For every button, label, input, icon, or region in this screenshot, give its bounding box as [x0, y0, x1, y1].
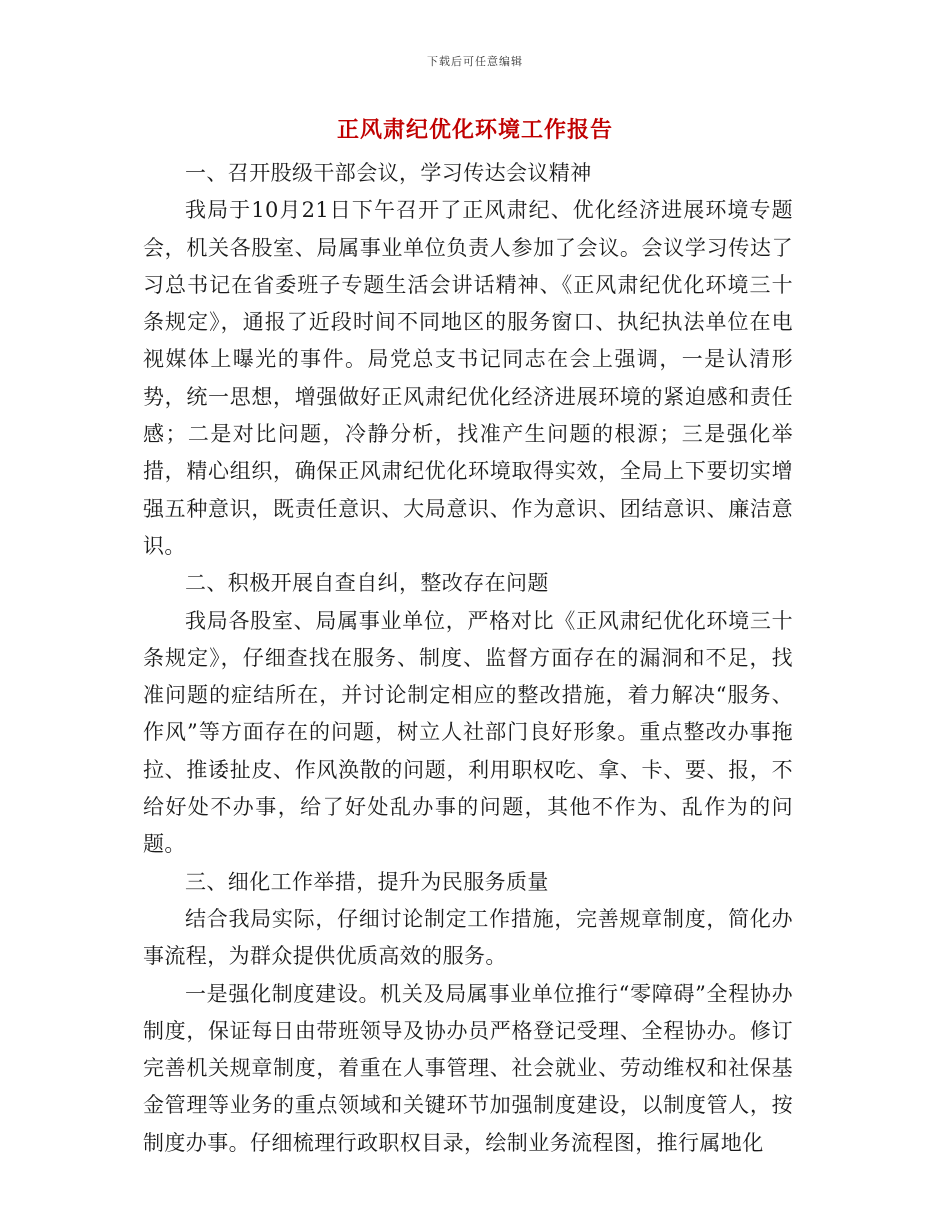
page-header-note: 下载后可任意编辑	[427, 55, 523, 68]
section-heading-2: 二、积极开展自查自纠，整改存在问题	[185, 571, 549, 596]
document-title: 正风肃纪优化环境工作报告	[336, 117, 613, 143]
section-heading-3: 三、细化工作举措，提升为民服务质量	[185, 869, 549, 894]
section-3-paragraph-2: 一是强化制度建设。机关及局属事业单位推行“零障碍”全程协办制度，保证每日由带班领导及协办员严格登记受理、全程协办。修订完善机关规章制度，着重在人事管理、社会就业、劳动维权和社保基金管理等业务的重点领域和关键环节加强制度建设，以制度管人，按制度办事。仔细梳理行政职权目录，绘制业务流程图，推行属地化	[143, 981, 793, 1155]
section-3-paragraph-1: 结合我局实际，仔细讨论制定工作措施，完善规章制度，简化办事流程，为群众提供优质高效的服务。	[143, 906, 793, 969]
section-heading-1: 一、召开股级干部会议，学习传达会议精神	[185, 161, 592, 185]
section-2-paragraph-1: 我局各股室、局属事业单位，严格对比《正风肃纪优化环境三十条规定》，仔细查找在服务、制度、监督方面存在的漏洞和不足，找准问题的症结所在，并讨论制定相应的整改措施，着力解决“服务、作风”等方面存在的问题，树立人社部门良好形象。重点整改办事拖拉、推诿扯皮、作风涣散的问题，利用职权吃、拿、卡、要、报，不给好处不办事，给了好处乱办事的问题，其他不作为、乱作为的问题。	[143, 608, 793, 857]
section-1-paragraph-1: 我局于10月21日下午召开了正风肃纪、优化经济进展环境专题会，机关各股室、局属事业单位负责人参加了会议。会议学习传达了习总书记在省委班子专题生活会讲话精神、《正风肃纪优化环境三十条规定》，通报了近段时间不同地区的服务窗口、执纪执法单位在电视媒体上曝光的事件。局党总支书记同志在会上强调，一是认清形势，统一思想，增强做好正风肃纪优化经济进展环境的紧迫感和责任感；二是对比问题，冷静分析，找准产生问题的根源；三是强化举措，精心组织，确保正风肃纪优化环境取得实效，全局上下要切实增强五种意识，既责任意识、大局意识、作为意识、团结意识、廉洁意识。	[143, 198, 793, 558]
document-body	[143, 155, 793, 1162]
